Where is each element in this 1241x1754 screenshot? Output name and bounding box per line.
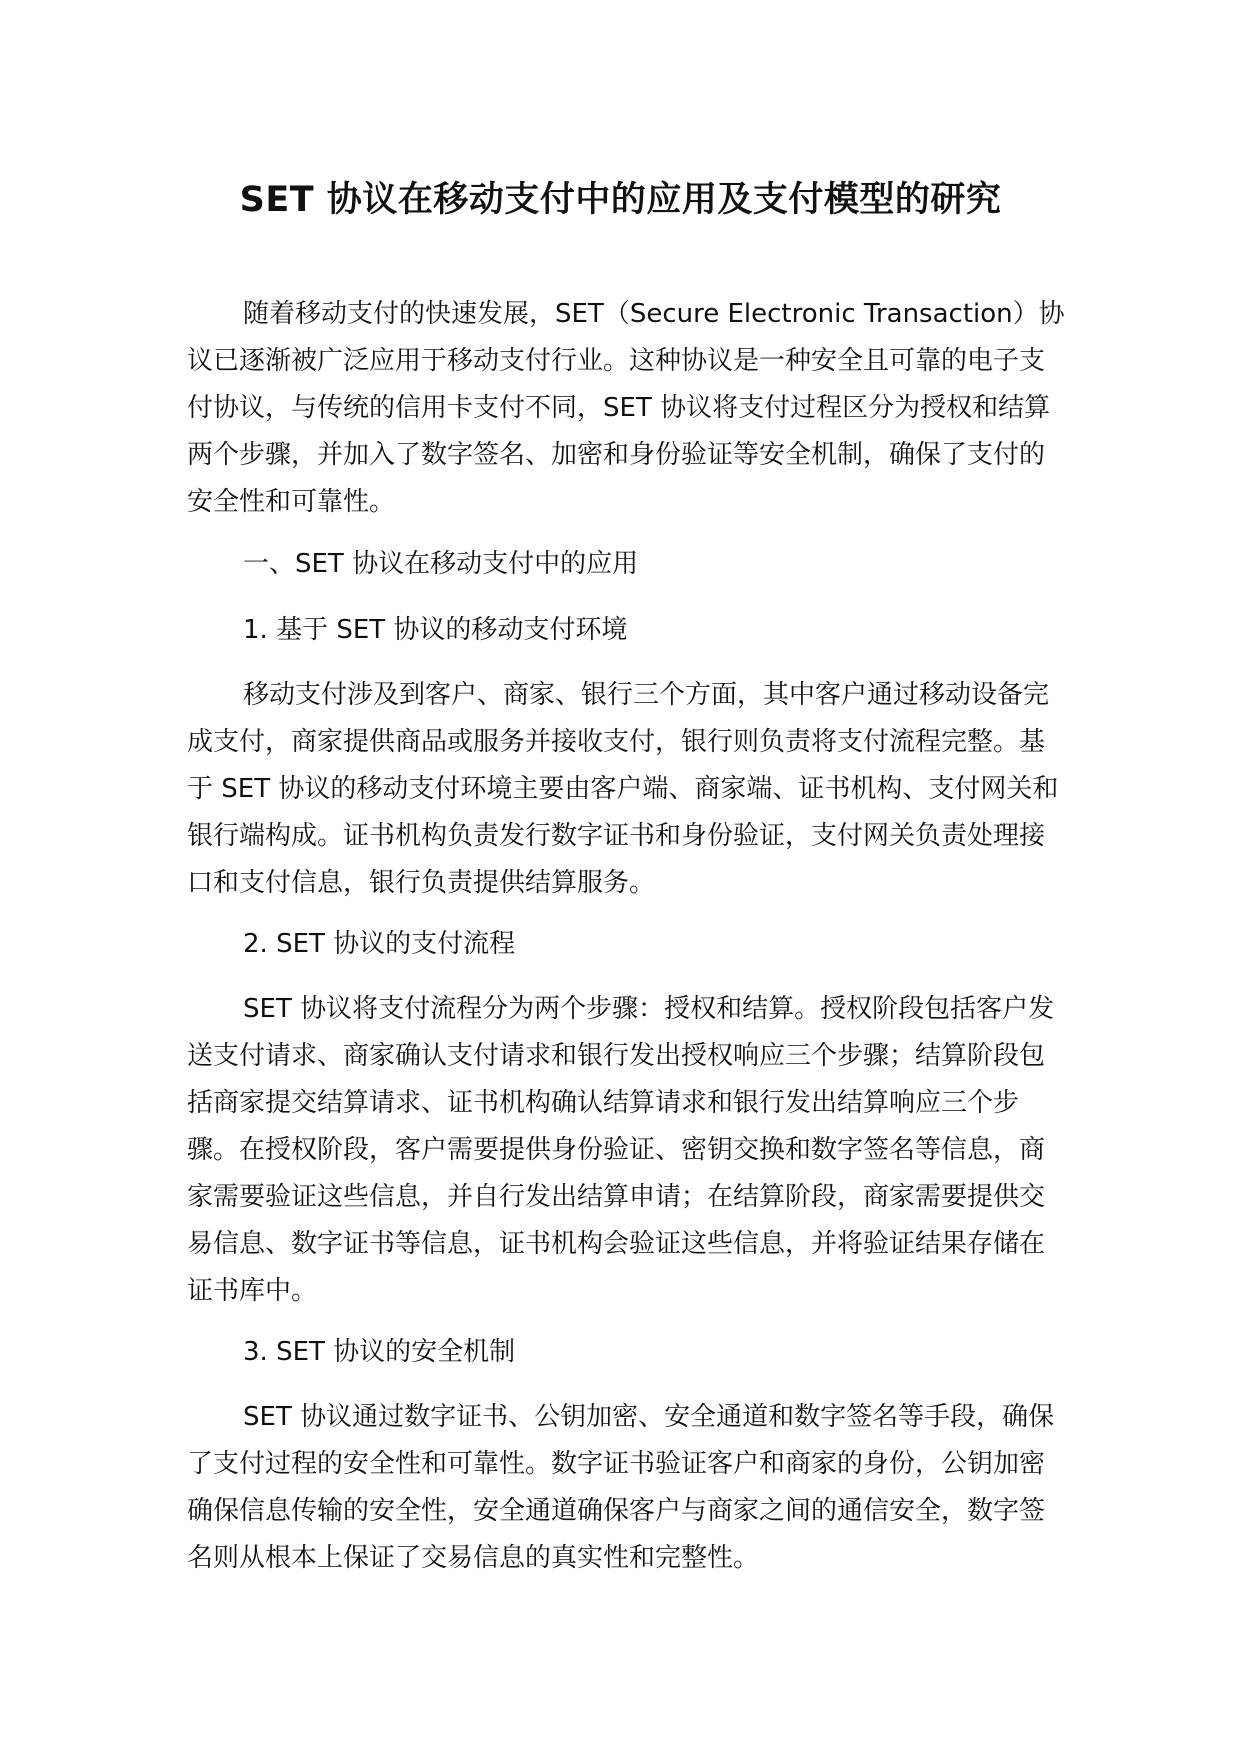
subsection-paragraph-3: SET 协议通过数字证书、公钥加密、安全通道和数字签名等手段，确保了支付过程的安全性和可靠性。数字证书验证客户和商家的身份，公钥加密确保信息传输的安全性，安全通道确保客户与商家之间的通信安全，数字签名则从根本上保证了交易信息的真实性和完整性。 [187,1402,1055,1573]
intro-paragraph: 随着移动支付的快速发展，SET（Secure Electronic Transaction）协议已逐渐被广泛应用于移动支付行业。这种协议是一种安全且可靠的电子支付协议，与传统的信用卡支付不同，SET 协议将支付过程区分为授权和结算两个步骤，并加入了数字签名、加密和身份验证等安全机制，确保了支付的安全性和可靠性。 [187,299,1065,517]
subsection-heading-2: 2. SET 协议的支付流程 [243,929,516,959]
document-title: SET 协议在移动支付中的应用及支付模型的研究 [239,180,1002,220]
subsection-heading-1: 1. 基于 SET 协议的移动支付环境 [243,615,628,645]
subsection-heading-3: 3. SET 协议的安全机制 [243,1337,516,1367]
subsection-paragraph-2: SET 协议将支付流程分为两个步骤：授权和结算。授权阶段包括客户发送支付请求、商家确认支付请求和银行发出授权响应三个步骤；结算阶段包括商家提交结算请求、证书机构确认结算请求和银行发出结算响应三个步骤。在授权阶段，客户需要提供身份验证、密钥交换和数字签名等信息，商家需要验证这些信息，并自行发出结算申请；在结算阶段，商家需要提供交易信息、数字证书等信息，证书机构会验证这些信息，并将验证结果存储在证书库中。 [187,994,1055,1306]
section-heading-1: 一、SET 协议在移动支付中的应用 [243,549,639,579]
subsection-paragraph-1: 移动支付涉及到客户、商家、银行三个方面，其中客户通过移动设备完成支付，商家提供商品或服务并接收支付，银行则负责将支付流程完整。基于 SET 协议的移动支付环境主要由客户端、商家端、证书机构、支付网关和银行端构成。证书机构负责发行数字证书和身份验证，支付网关负责处理接口和支付信息，银行负责提供结算服务。 [187,680,1059,898]
